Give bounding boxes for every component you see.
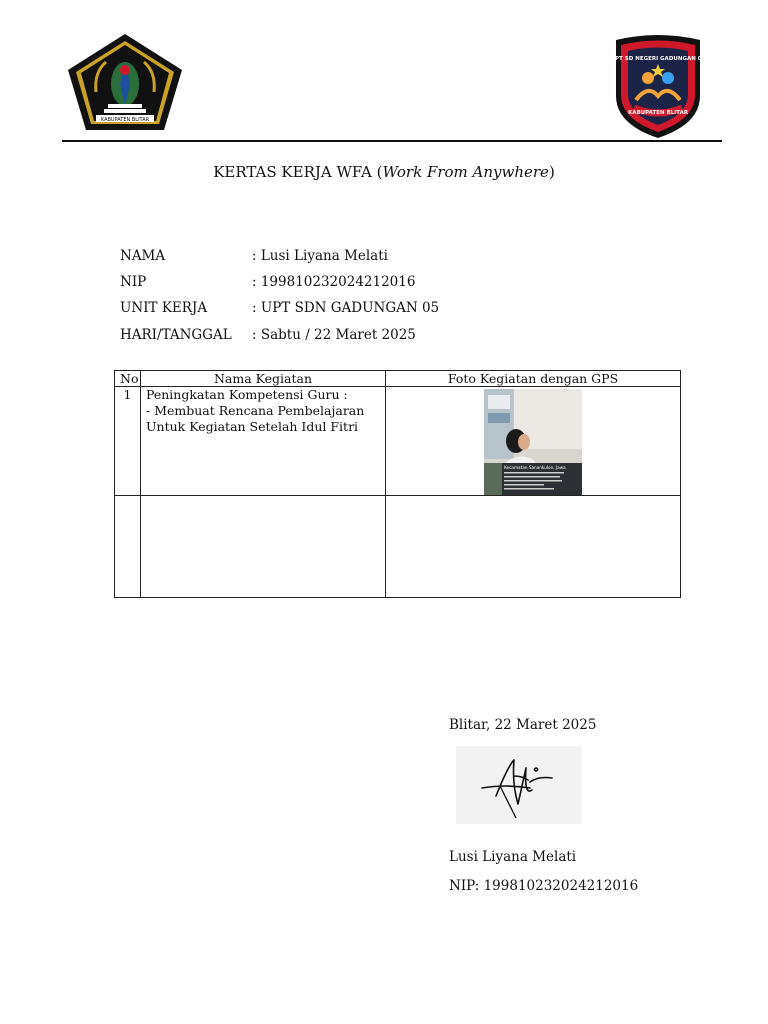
header-no: No [115, 371, 141, 387]
row-number: 1 [115, 387, 141, 496]
info-value: : Sabtu / 22 Maret 2025 [252, 327, 416, 343]
header-nama-kegiatan: Nama Kegiatan [141, 371, 386, 387]
row-number [115, 496, 141, 598]
table-row [115, 387, 681, 496]
activity-name [141, 496, 386, 598]
info-value: : Lusi Liyana Melati [252, 248, 388, 264]
info-label: UNIT KERJA [120, 300, 208, 316]
info-row-unit-kerja [120, 300, 439, 320]
table-row [115, 496, 681, 598]
activity-name-text: Peningkatan Kompetensi Guru : - Membuat Rencana Pembelajaran Untuk Kegiatan Setelah Idul Fitri [146, 387, 365, 434]
activity-photo-cell [386, 496, 681, 598]
info-row-nama [120, 248, 388, 268]
header-foto-kegiatan: Foto Kegiatan dengan GPS [386, 371, 681, 387]
signature-image [456, 746, 582, 824]
activity-photo [484, 389, 582, 495]
kabupaten-blitar-logo [66, 32, 184, 132]
info-label: NIP [120, 274, 147, 290]
svg-text:UPT SD NEGERI GADUNGAN 05: UPT SD NEGERI GADUNGAN 05 [610, 56, 706, 62]
sdn-gadungan-05-logo [608, 34, 708, 140]
info-label: NAMA [120, 248, 166, 264]
info-value: : UPT SDN GADUNGAN 05 [252, 300, 440, 316]
signatory-name: Lusi Liyana Melati [449, 849, 577, 865]
signatory-nip: NIP: 199810232024212016 [449, 878, 639, 894]
info-row-hari-tanggal [120, 327, 416, 347]
info-label: HARI/TANGGAL [120, 327, 232, 343]
signature-place-date: Blitar, 22 Maret 2025 [449, 717, 597, 733]
activity-photo-cell [386, 387, 681, 496]
svg-text:Kecamatan Sanankulon, Jawa: Kecamatan Sanankulon, Jawa [504, 465, 566, 470]
activity-table [114, 370, 681, 598]
info-row-nip [120, 274, 415, 294]
header-divider [62, 140, 722, 142]
svg-text:KABUPATEN BLITAR: KABUPATEN BLITAR [627, 110, 689, 116]
info-value: : 199810232024212016 [252, 274, 416, 290]
activity-name [141, 387, 386, 496]
document-title: KERTAS KERJA WFA (Work From Anywhere) [213, 163, 555, 181]
svg-text:KABUPATEN BLITAR: KABUPATEN BLITAR [100, 117, 150, 123]
table-header-row [115, 371, 681, 387]
